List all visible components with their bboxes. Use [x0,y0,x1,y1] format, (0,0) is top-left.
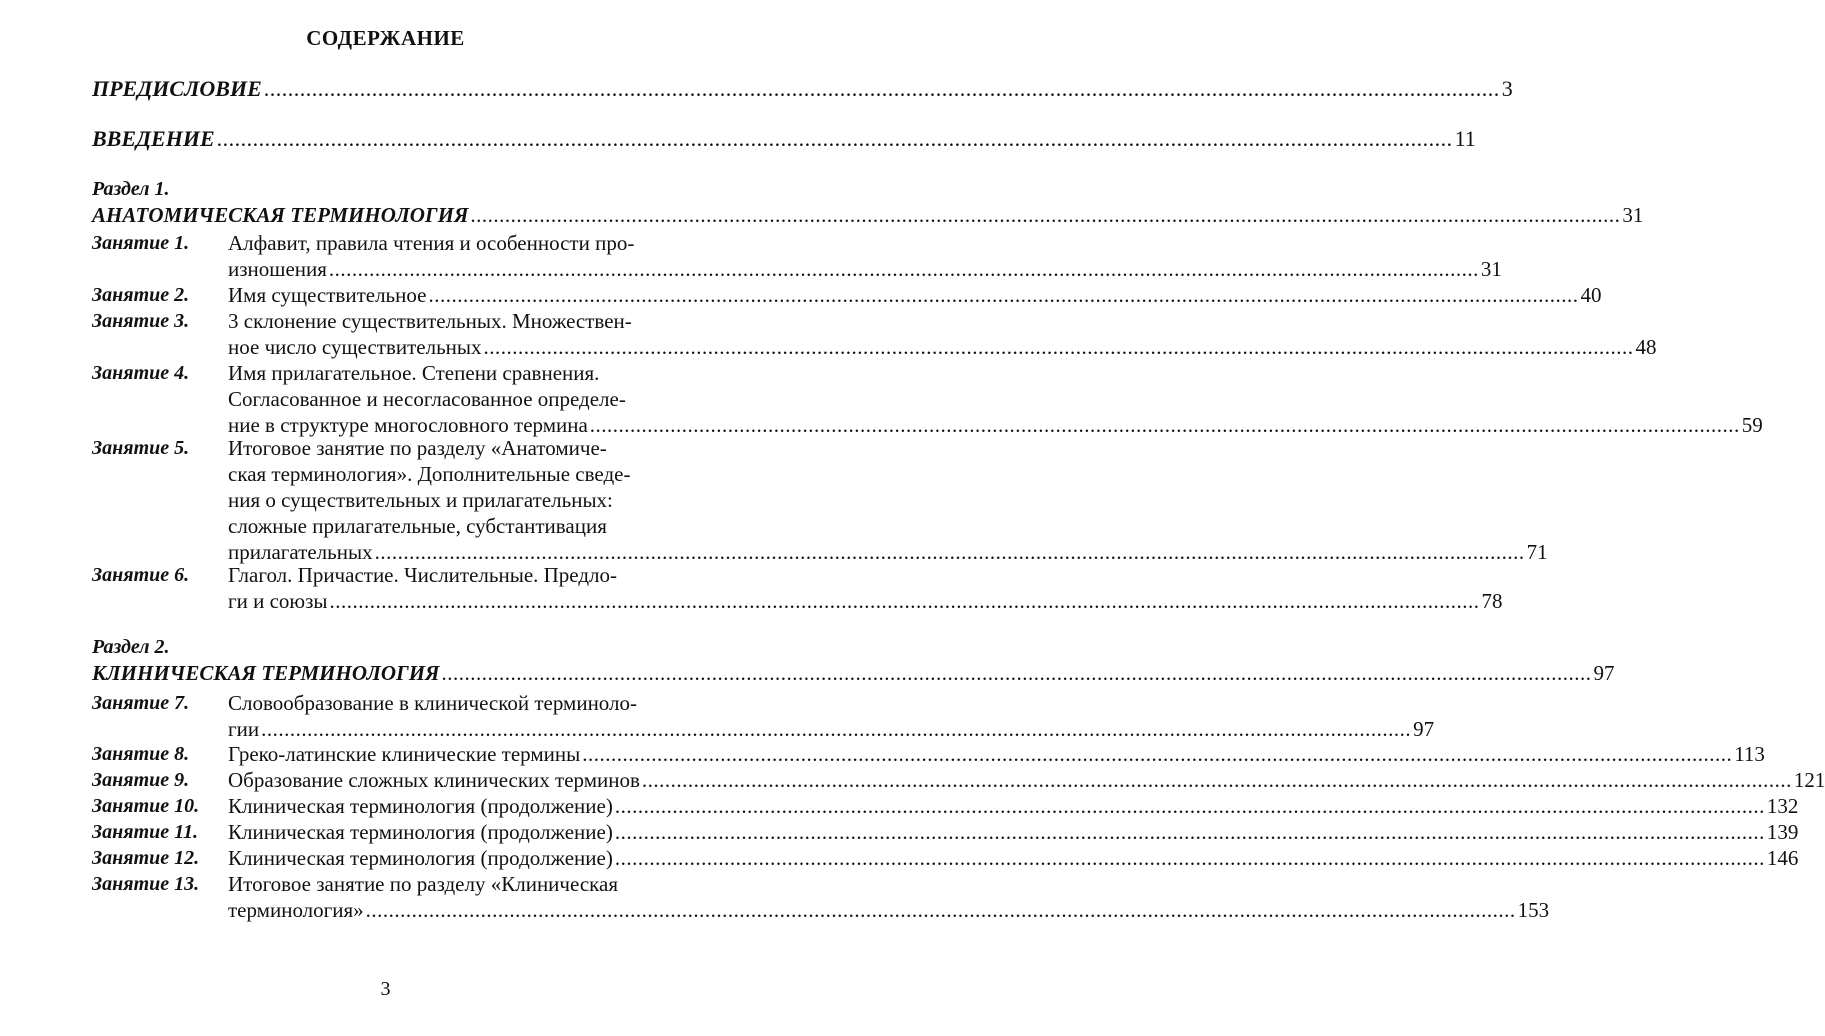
lesson-line-text: Итоговое занятие по разделу «Клиническая [228,872,619,896]
toc-entry-lesson [92,282,1602,308]
lesson-line [228,793,1799,819]
lesson-label: Занятие 3. [92,310,190,332]
section-label: Раздел 2. [92,636,170,658]
entry-label: ВВЕДЕНИЕ [92,126,215,151]
entry-page: 146 [1766,846,1799,870]
dot-leader: ........................................................................................................................................................................................................ [261,717,1412,741]
lesson-line [228,871,683,897]
entry-page: 97 [1413,717,1435,741]
lesson-label: Занятие 7. [92,692,190,714]
lesson-line [228,716,1435,742]
entry-page: 78 [1481,589,1503,613]
dot-leader: ........................................................................................................................................................................................................ [614,794,1765,818]
lesson-label: Занятие 2. [92,284,190,306]
dot-leader: ........................................................................................................................................................................................................ [483,335,1634,359]
dot-leader: ........................................................................................................................................................................................................ [614,846,1765,870]
lesson-label: Занятие 13. [92,873,200,895]
entry-page: 121 [1793,768,1825,792]
toc-entry-lesson [92,308,1657,360]
toc-entry-lesson [92,845,1799,871]
lesson-text [228,819,1799,845]
lesson-label: Занятие 11. [92,821,199,843]
lesson-line-text: Имя существительное [228,283,427,307]
lesson-line [228,690,683,716]
dot-leader: ........................................................................................................................................................................................................ [374,540,1525,564]
lesson-line [228,386,683,412]
lesson-line [228,461,683,487]
lesson-line-text: ное число существительных [228,335,482,359]
dot-leader: ........................................................................................................................................................................................................ [582,742,1733,766]
lesson-line [228,334,1657,360]
toc-entry-lesson [92,230,1502,282]
lesson-line [228,845,1799,871]
dot-leader: ........................................................................................................................................................................................................ [329,589,1480,613]
lesson-line-text: Имя прилагательное. Степени сравнения. [228,361,600,385]
toc-title: СОДЕРЖАНИЕ [306,26,465,50]
lesson-line-text: Клиническая терминология (продолжение) [228,820,613,844]
lesson-label: Занятие 6. [92,564,190,586]
toc-entry-lesson [92,562,1503,614]
lesson-text [228,435,1548,565]
lesson-line [228,897,1550,923]
lesson-line-text: изношения [228,257,327,281]
toc-entry-lesson [92,793,1799,819]
dot-leader: .............................................................................................................................................................................................................. [263,76,1500,101]
toc-entry-preface [92,76,1513,102]
lesson-line-text: гии [228,717,260,741]
lesson-line-text: Согласованное и несогласованное определе- [228,387,626,411]
toc-entry-lesson [92,690,1435,742]
toc-entry-lesson [92,741,1765,767]
lesson-text [228,690,1435,742]
page-number: 3 [380,978,391,1000]
lesson-text [228,308,1657,360]
lesson-text [228,767,1825,793]
entry-page: 40 [1580,283,1602,307]
dot-leader: .............................................................................................................................................................................................................. [216,126,1453,151]
dot-leader: ........................................................................................................................................................................................................ [328,257,1479,281]
dot-leader: ........................................................................................................................................................................................................ [641,768,1792,792]
entry-page: 31 [1480,257,1502,281]
lesson-line-text: Алфавит, правила чтения и особенности про- [228,231,635,255]
lesson-text [228,741,1765,767]
section-title: АНАТОМИЧЕСКАЯ ТЕРМИНОЛОГИЯ [92,203,469,227]
entry-page: 71 [1526,540,1548,564]
lesson-line [228,230,683,256]
dot-leader: ........................................................................................................................................................................................................ [470,203,1621,227]
lesson-line-text: Словообразование в клинической терминоло- [228,691,637,715]
lesson-label: Занятие 8. [92,743,190,765]
lesson-line [228,513,683,539]
section-title-entry [92,661,1615,686]
lesson-line [228,562,683,588]
toc-entry-lesson [92,360,1763,438]
entry-page: 48 [1635,335,1657,359]
lesson-text [228,562,1503,614]
lesson-line-text: ги и союзы [228,589,328,613]
lesson-label: Занятие 9. [92,769,190,791]
entry-page: 139 [1766,820,1799,844]
lesson-line-text: ние в структуре многословного термина [228,413,588,437]
lesson-line [228,741,1765,767]
toc-entry-lesson [92,819,1799,845]
lesson-line [228,435,683,461]
lesson-label: Занятие 12. [92,847,200,869]
lesson-line-text: Глагол. Причастие. Числительные. Предло- [228,563,618,587]
lesson-line-text: ская терминология». Дополнительные сведе- [228,462,631,486]
lesson-label: Занятие 1. [92,232,190,254]
entry-page: 97 [1593,661,1615,685]
entry-label: ПРЕДИСЛОВИЕ [92,76,262,101]
lesson-text [228,793,1799,819]
lesson-line-text: Клиническая терминология (продолжение) [228,794,613,818]
lesson-label: Занятие 4. [92,362,190,384]
entry-page: 153 [1517,898,1550,922]
entry-page: 31 [1622,203,1644,227]
toc-entry-intro [92,126,1476,152]
lesson-text [228,360,1763,438]
dot-leader: ........................................................................................................................................................................................................ [589,413,1740,437]
entry-page: 11 [1454,126,1476,151]
lesson-line [228,282,1602,308]
toc-entry-lesson [92,435,1548,565]
lesson-line [228,819,1799,845]
lesson-line [228,767,1825,793]
lesson-line-text: терминология» [228,898,364,922]
lesson-line [228,360,683,386]
entry-page: 113 [1734,742,1765,766]
entry-page: 3 [1501,76,1513,101]
lesson-label: Занятие 5. [92,437,190,459]
lesson-line-text: Греко-латинские клинические термины [228,742,581,766]
lesson-text [228,871,1550,923]
lesson-line-text: Итоговое занятие по разделу «Анатомиче- [228,436,607,460]
lesson-text [228,845,1799,871]
lesson-line-text: сложные прилагательные, субстантивация [228,514,607,538]
dot-leader: ........................................................................................................................................................................................................ [614,820,1765,844]
lesson-line-text: ния о существительных и прилагательных: [228,488,613,512]
lesson-line-text: прилагательных [228,540,373,564]
dot-leader: ........................................................................................................................................................................................................ [441,661,1592,685]
section-title: КЛИНИЧЕСКАЯ ТЕРМИНОЛОГИЯ [92,661,440,685]
lesson-label: Занятие 10. [92,795,200,817]
lesson-line [228,487,683,513]
lesson-line-text: Образование сложных клинических терминов [228,768,640,792]
section-title-entry [92,203,1644,228]
dot-leader: ........................................................................................................................................................................................................ [428,283,1579,307]
lesson-text [228,282,1602,308]
dot-leader: ........................................................................................................................................................................................................ [365,898,1516,922]
lesson-line [228,256,1502,282]
lesson-text [228,230,1502,282]
entry-page: 59 [1741,413,1763,437]
lesson-line-text: Клиническая терминология (продолжение) [228,846,613,870]
toc-entry-lesson [92,767,1825,793]
lesson-line [228,588,1503,614]
toc-entry-lesson [92,871,1550,923]
section-label: Раздел 1. [92,178,170,200]
entry-page: 132 [1766,794,1799,818]
lesson-line-text: 3 склонение существительных. Множествен- [228,309,632,333]
lesson-line [228,308,683,334]
